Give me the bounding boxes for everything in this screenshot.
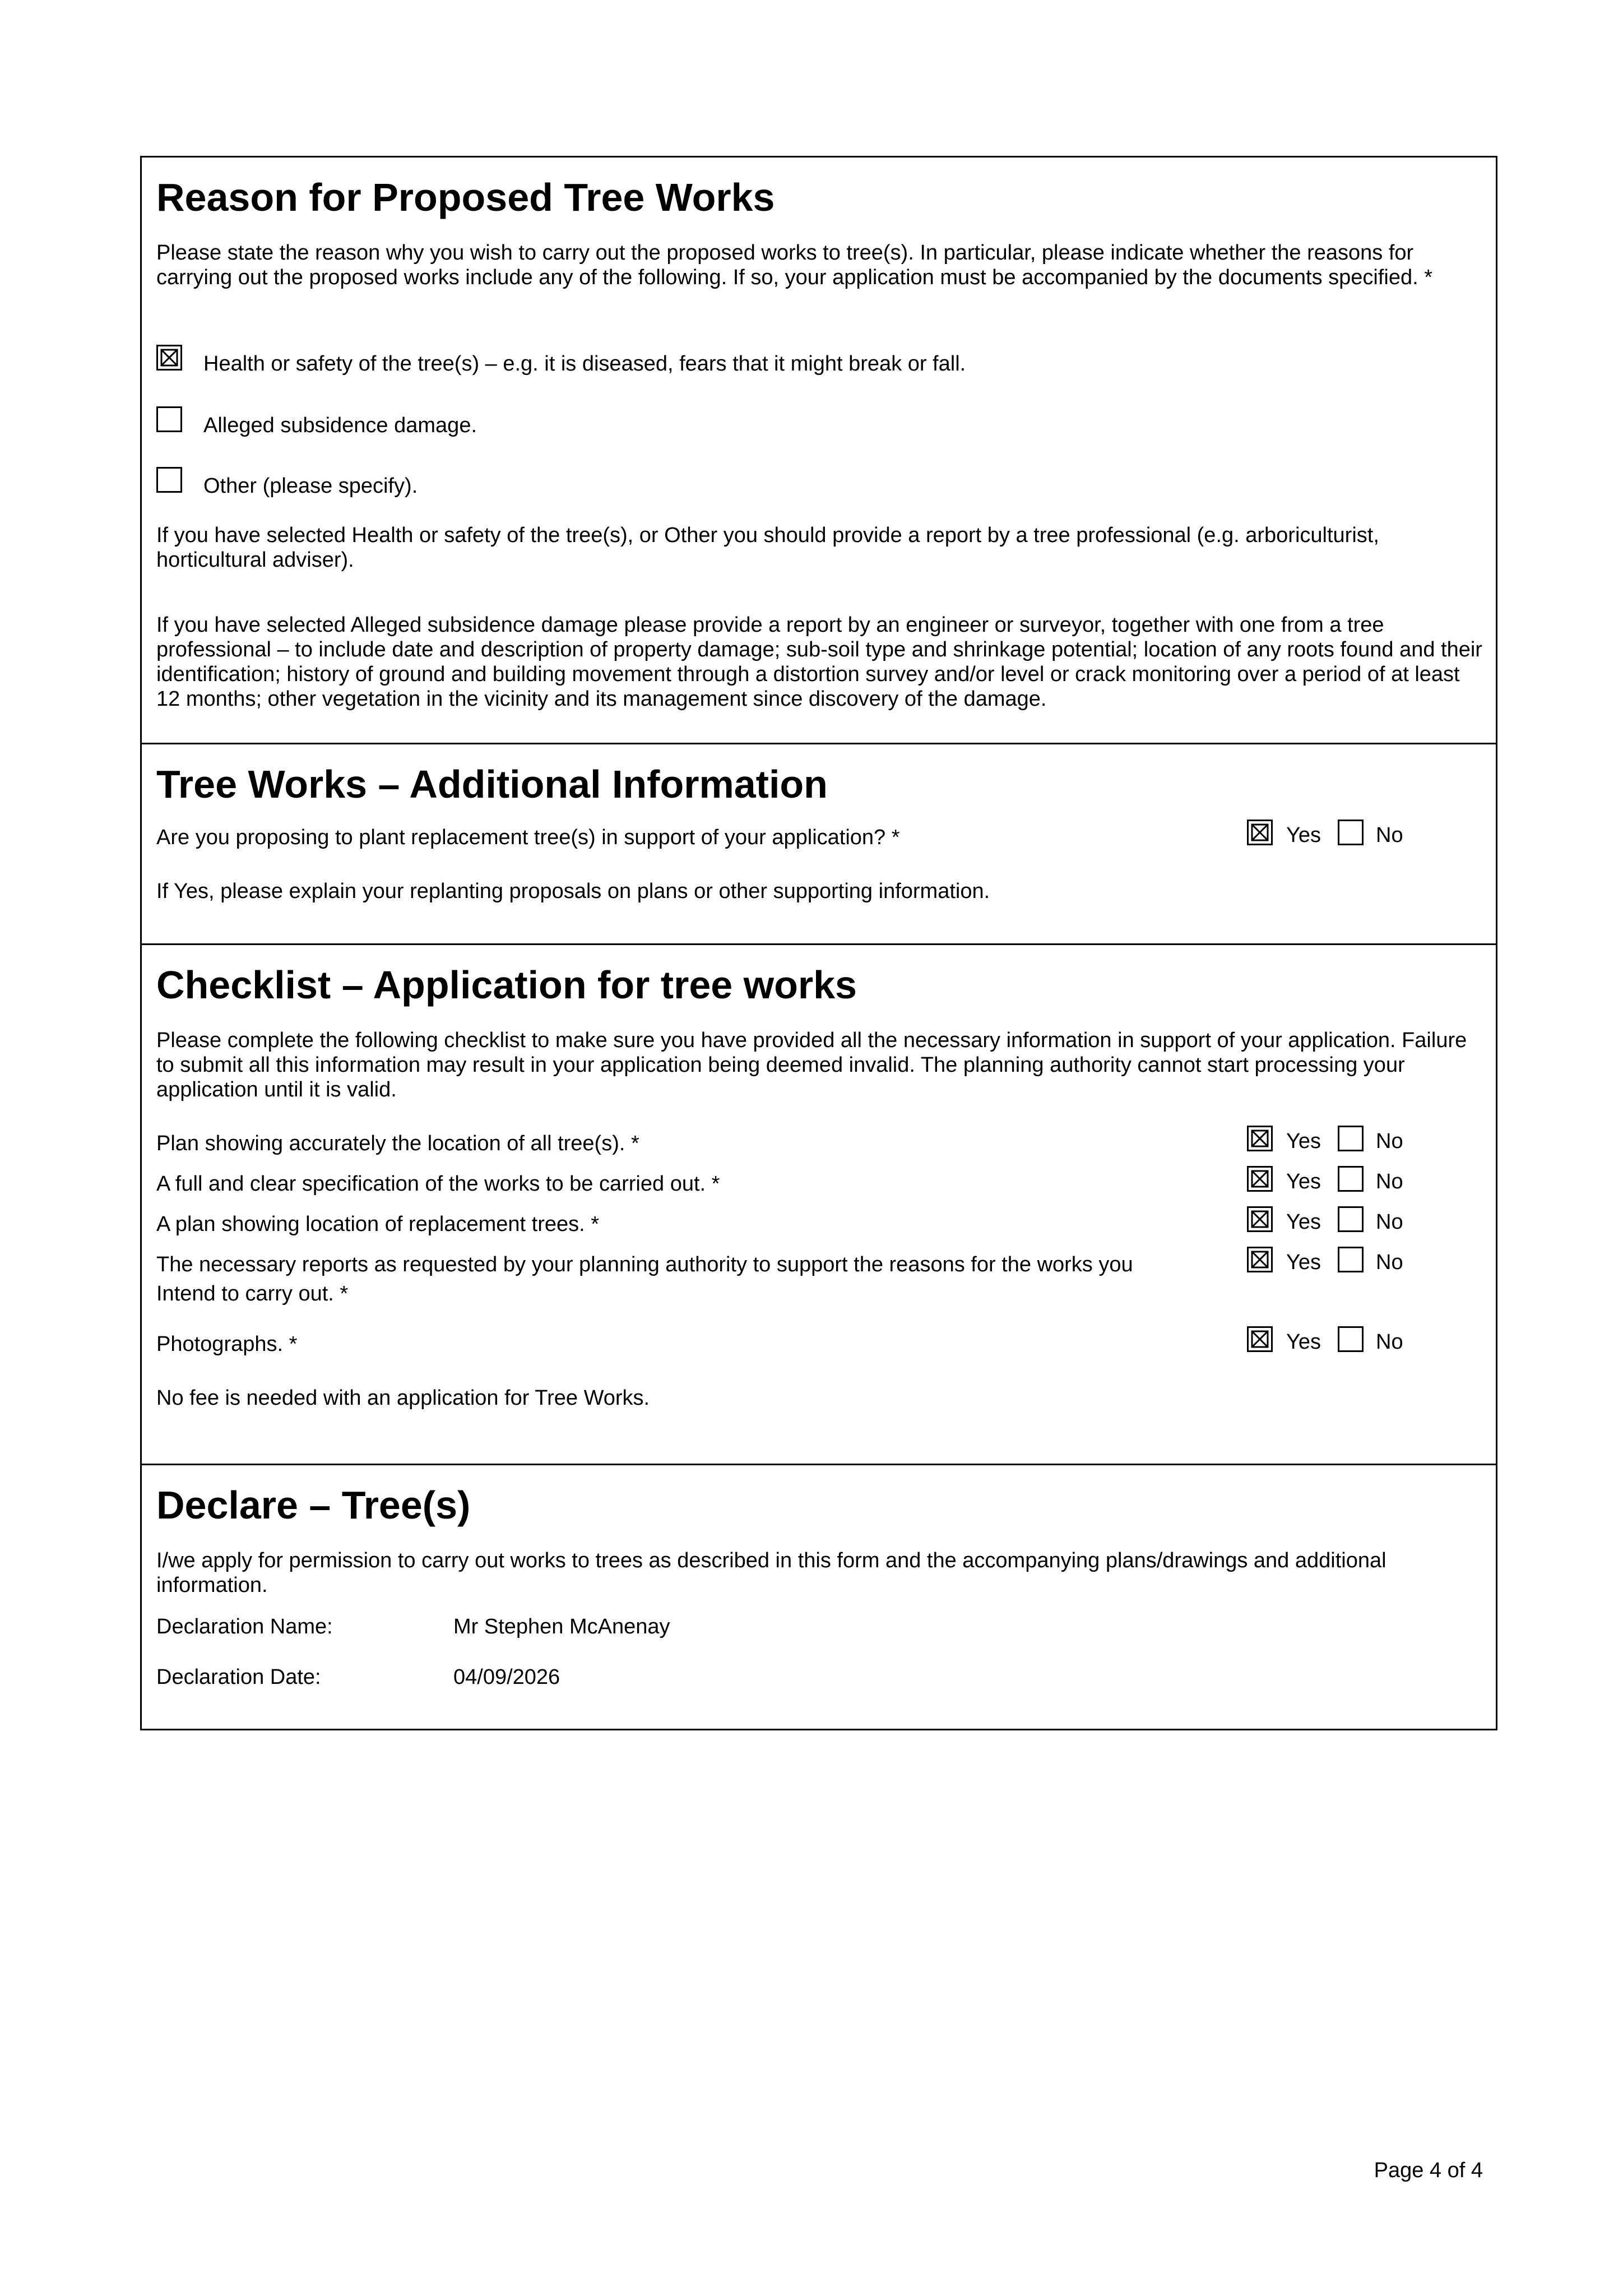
section-reason	[142, 158, 1496, 744]
yes-checkbox[interactable]	[1247, 1247, 1273, 1272]
yes-label: Yes	[1286, 823, 1321, 847]
no-label: No	[1376, 1330, 1403, 1354]
checklist-item-label: The necessary reports as requested by your planning authority to support the reasons for the works you	[156, 1253, 1133, 1276]
declaration-date-value: 04/09/2026	[453, 1665, 560, 1689]
declaration-name-label: Declaration Name:	[156, 1615, 333, 1638]
no-label: No	[1376, 1251, 1403, 1274]
checkbox-health-safety[interactable]	[156, 345, 182, 371]
yes-checkbox[interactable]	[1247, 1126, 1273, 1151]
yes-label: Yes	[1286, 1210, 1321, 1234]
checklist-item-label: Plan showing accurately the location of all tree(s). *	[156, 1132, 639, 1155]
application-form	[140, 156, 1497, 1730]
section-title: Tree Works – Additional Information	[156, 762, 828, 806]
declaration-name-value: Mr Stephen McAnenay	[453, 1615, 670, 1638]
yes-checkbox[interactable]	[1247, 1206, 1273, 1232]
no-checkbox[interactable]	[1338, 1126, 1364, 1151]
yes-no-group	[1247, 1326, 1432, 1355]
replacement-question: Are you proposing to plant replacement tree(s) in support of your application? *	[156, 826, 900, 849]
checklist-item-label-cont: Intend to carry out. *	[156, 1282, 349, 1306]
declaration-date-label: Declaration Date:	[156, 1665, 321, 1689]
checklist-intro: Please complete the following checklist to make sure you have provided all the necessary information in support of your application. Failure to submit all this information may result in your application being deemed invalid. The planning authority cannot start processing your application until it is valid.	[156, 1029, 1467, 1101]
section-title: Declare – Tree(s)	[156, 1483, 471, 1527]
check-cross-icon	[1249, 1248, 1271, 1271]
no-checkbox[interactable]	[1338, 1166, 1364, 1192]
section-checklist	[142, 945, 1496, 1465]
check-cross-icon	[1249, 1168, 1271, 1190]
option-label: Alleged subsidence damage.	[203, 414, 477, 437]
reason-note-subsidence: If you have selected Alleged subsidence damage please provide a report by an engineer or surveyor, together with one from a tree professional – to include date and description of property damage; sub-soil type and shrinkage potential; location of any roots found and their identification; history of ground and building movement through a distortion survey and/or level or crack monitoring over a period of at least 12 months; other vegetation in the vicinity and its management since discovery of the damage.	[156, 613, 1482, 711]
yes-no-group	[1247, 1126, 1432, 1155]
section-title: Checklist – Application for tree works	[156, 963, 857, 1007]
yes-no-group	[1247, 820, 1432, 849]
no-checkbox[interactable]	[1338, 1247, 1364, 1272]
reason-intro: Please state the reason why you wish to carry out the proposed works to tree(s). In particular, please indicate whether the reasons for carrying out the proposed works include any of the following. If so, your application must be accompanied by the documents specified. *	[156, 241, 1433, 289]
yes-checkbox[interactable]	[1247, 820, 1273, 845]
no-label: No	[1376, 823, 1403, 847]
fee-note: No fee is needed with an application for Tree Works.	[156, 1386, 650, 1410]
yes-label: Yes	[1286, 1251, 1321, 1274]
declare-statement: I/we apply for permission to carry out works to trees as described in this form and the accompanying plans/drawings and additional information.	[156, 1549, 1386, 1597]
no-label: No	[1376, 1170, 1403, 1193]
section-declare	[142, 1465, 1496, 1729]
checklist-item-label: A plan showing location of replacement trees. *	[156, 1212, 600, 1236]
section-additional-info	[142, 744, 1496, 945]
check-cross-icon	[1249, 1127, 1271, 1150]
yes-label: Yes	[1286, 1170, 1321, 1193]
checkbox-subsidence[interactable]	[156, 406, 182, 432]
no-label: No	[1376, 1130, 1403, 1153]
yes-no-group	[1247, 1166, 1432, 1195]
check-cross-icon	[158, 346, 180, 369]
yes-checkbox[interactable]	[1247, 1326, 1273, 1352]
option-label: Health or safety of the tree(s) – e.g. it is diseased, fears that it might break or fall.	[203, 352, 966, 376]
replanting-note: If Yes, please explain your replanting proposals on plans or other supporting information.	[156, 879, 990, 903]
section-title: Reason for Proposed Tree Works	[156, 175, 775, 219]
yes-no-group	[1247, 1206, 1432, 1235]
yes-checkbox[interactable]	[1247, 1166, 1273, 1192]
checklist-item-label: A full and clear specification of the works to be carried out. *	[156, 1172, 720, 1196]
check-cross-icon	[1249, 821, 1271, 844]
checklist-item-label: Photographs. *	[156, 1332, 298, 1356]
checkbox-other[interactable]	[156, 467, 182, 493]
no-checkbox[interactable]	[1338, 1206, 1364, 1232]
yes-label: Yes	[1286, 1130, 1321, 1153]
check-cross-icon	[1249, 1328, 1271, 1350]
reason-note-health: If you have selected Health or safety of the tree(s), or Other you should provide a report by a tree professional (e.g. arboriculturist, horticultural adviser).	[156, 524, 1379, 572]
no-label: No	[1376, 1210, 1403, 1234]
yes-label: Yes	[1286, 1330, 1321, 1354]
no-checkbox[interactable]	[1338, 820, 1364, 845]
page-number: Page 4 of 4	[1374, 2159, 1483, 2182]
no-checkbox[interactable]	[1338, 1326, 1364, 1352]
check-cross-icon	[1249, 1208, 1271, 1230]
option-label: Other (please specify).	[203, 474, 418, 498]
yes-no-group	[1247, 1247, 1432, 1276]
